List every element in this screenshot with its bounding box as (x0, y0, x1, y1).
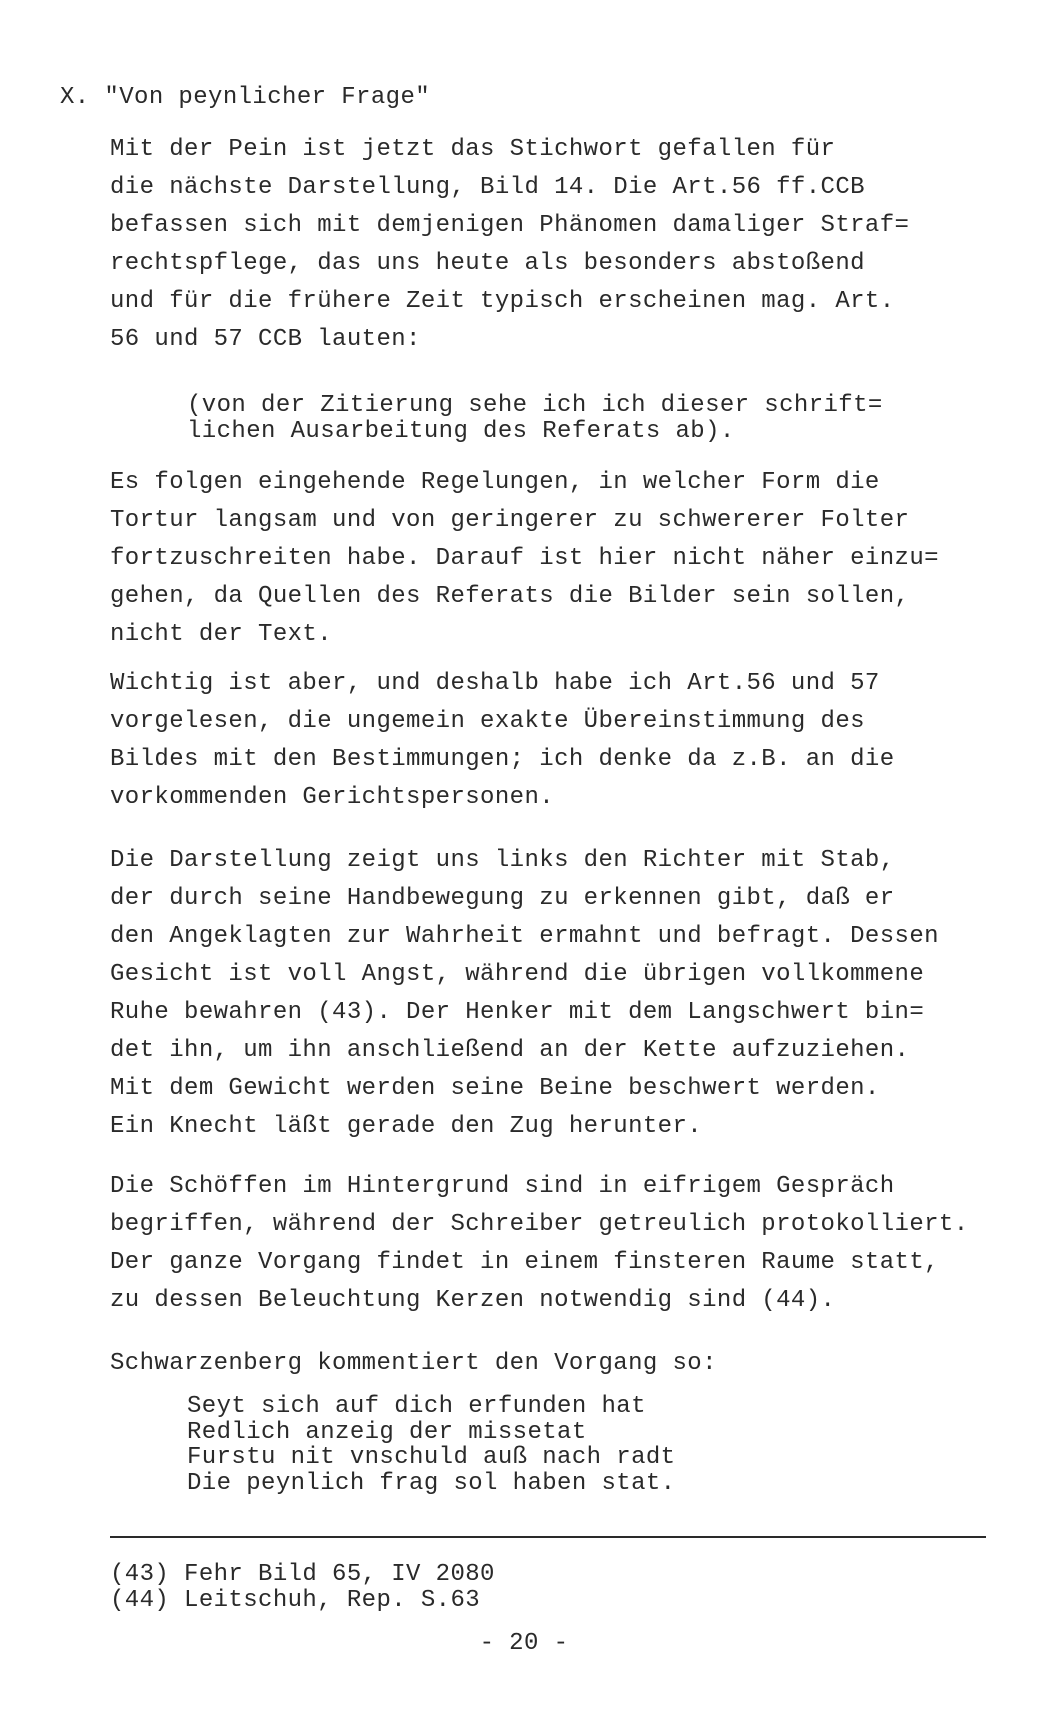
text-line: zu dessen Beleuchtung Kerzen notwendig sind (44). (110, 1287, 836, 1314)
text-line: Ein Knecht läßt gerade den Zug herunter. (110, 1113, 703, 1140)
indented-note (187, 393, 883, 444)
text-line: Die Schöffen im Hintergrund sind in eifrigem Gespräch (110, 1173, 895, 1200)
footnote-43: (43) Fehr Bild 65, IV 2080 (110, 1561, 495, 1588)
text-line: gehen, da Quellen des Referats die Bilder sein sollen, (110, 583, 910, 610)
text-line: Es folgen eingehende Regelungen, in welcher Form die (110, 469, 880, 496)
text-line: lichen Ausarbeitung des Referats ab). (187, 417, 735, 445)
text-line: Wichtig ist aber, und deshalb habe ich Art.56 und 57 (110, 670, 880, 697)
verse-line: Furstu nit vnschuld auß nach radt (187, 1444, 676, 1471)
text-line: (von der Zitierung sehe ich ich dieser schrift= (187, 392, 883, 419)
paragraph-3 (110, 665, 895, 817)
verse-line: Die peynlich frag sol haben stat. (187, 1469, 676, 1497)
verse-line: Redlich anzeig der missetat (187, 1418, 587, 1446)
text-line: Der ganze Vorgang findet in einem finsteren Raume statt, (110, 1249, 939, 1276)
text-line: vorgelesen, die ungemein exakte Übereinstimmung des (110, 708, 865, 735)
paragraph-5 (110, 1168, 969, 1320)
paragraph-2 (110, 464, 939, 654)
paragraph-6 (110, 1345, 717, 1383)
footnote-divider (110, 1536, 986, 1538)
text-line: der durch seine Handbewegung zu erkennen gibt, daß er (110, 885, 895, 912)
text-line: vorkommenden Gerichtspersonen. (110, 784, 555, 811)
text-line: begriffen, während der Schreiber getreulich protokolliert. (110, 1211, 969, 1238)
text-line: det ihn, um ihn anschließend an der Kette aufzuziehen. (110, 1037, 910, 1064)
text-line: 56 und 57 CCB lauten: (110, 326, 421, 353)
text-line: und für die frühere Zeit typisch erscheinen mag. Art. (110, 288, 895, 315)
text-line: Ruhe bewahren (43). Der Henker mit dem Langschwert bin= (110, 999, 925, 1026)
text-line: Bildes mit den Bestimmungen; ich denke da z.B. an die (110, 746, 895, 773)
text-line: den Angeklagten zur Wahrheit ermahnt und befragt. Dessen (110, 923, 939, 950)
text-line: rechtspflege, das uns heute als besonders abstoßend (110, 250, 865, 277)
text-line: fortzuschreiten habe. Darauf ist hier nicht näher einzu= (110, 545, 939, 572)
text-line: befassen sich mit demjenigen Phänomen damaliger Straf= (110, 212, 910, 239)
footnotes (110, 1562, 495, 1613)
text-line: Die Darstellung zeigt uns links den Richter mit Stab, (110, 847, 895, 874)
text-line: die nächste Darstellung, Bild 14. Die Art.56 ff.CCB (110, 174, 865, 201)
text-line: Schwarzenberg kommentiert den Vorgang so: (110, 1350, 717, 1377)
text-line: nicht der Text. (110, 621, 333, 648)
paragraph-1 (110, 131, 909, 359)
verse-line: Seyt sich auf dich erfunden hat (187, 1393, 646, 1420)
verse-quote (187, 1394, 675, 1496)
section-heading: X. "Von peynlicher Frage" (60, 84, 431, 111)
paragraph-4 (110, 842, 939, 1146)
text-line: Mit der Pein ist jetzt das Stichwort gefallen für (110, 136, 836, 163)
page-number: - 20 - (479, 1630, 569, 1657)
text-line: Gesicht ist voll Angst, während die übrigen vollkommene (110, 961, 925, 988)
text-line: Mit dem Gewicht werden seine Beine beschwert werden. (110, 1075, 880, 1102)
footnote-44: (44) Leitschuh, Rep. S.63 (110, 1586, 481, 1614)
text-line: Tortur langsam und von geringerer zu schwererer Folter (110, 507, 910, 534)
